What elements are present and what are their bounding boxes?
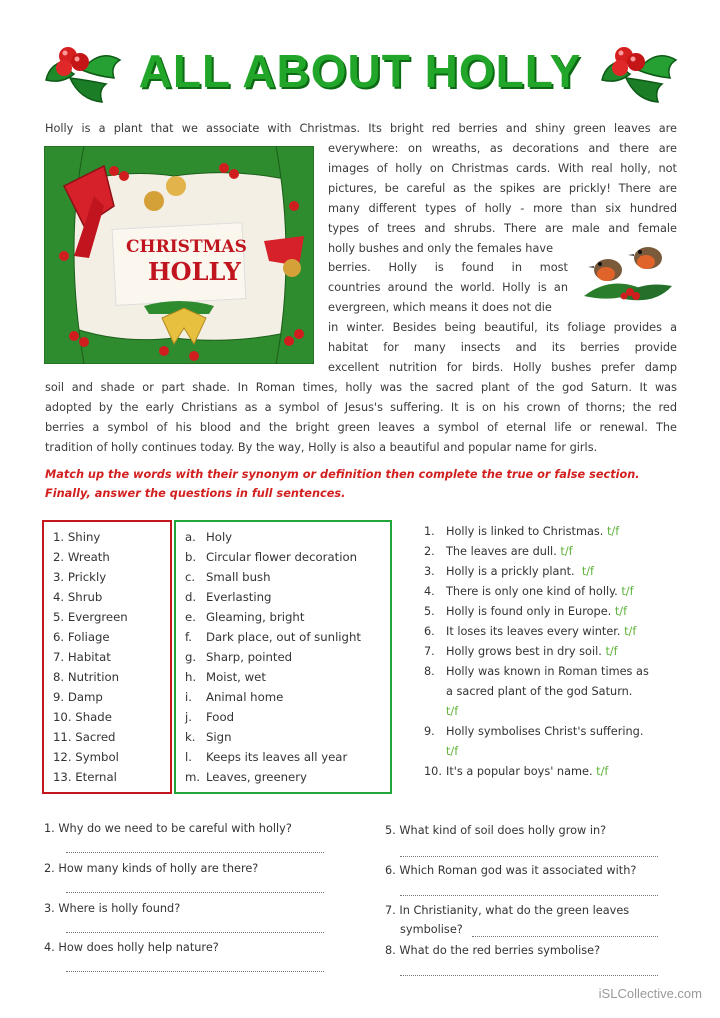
- image-text-christmas: CHRISTMAS: [126, 237, 247, 257]
- list-item: 9. Damp: [53, 690, 103, 704]
- list-item: h. Moist, wet: [185, 670, 266, 684]
- answer-line[interactable]: [66, 971, 324, 972]
- list-item: 1. Shiny: [53, 530, 101, 544]
- tf-item: 7. Holly grows best in dry soil. t/f: [424, 645, 618, 658]
- tf-item: 2. The leaves are dull. t/f: [424, 545, 573, 558]
- tf-answer[interactable]: t/f: [560, 545, 573, 558]
- list-item: g. Sharp, pointed: [185, 650, 293, 664]
- list-item: b. Circular flower decoration: [185, 550, 358, 564]
- tf-item: 10. It's a popular boys' name. t/f: [424, 765, 609, 778]
- list-item: 7. Habitat: [53, 650, 111, 664]
- list-item: 3. Prickly: [53, 570, 107, 584]
- list-item: 10. Shade: [53, 710, 112, 724]
- page-title: ALL ABOUT HOLLY: [138, 45, 582, 97]
- list-item: f. Dark place, out of sunlight: [185, 630, 361, 644]
- list-item: 12. Symbol: [53, 750, 119, 764]
- site-watermark: iSLCollective.com: [598, 986, 702, 1001]
- question-8: 8. What do the red berries symbolise?: [385, 944, 601, 957]
- answer-line[interactable]: [400, 975, 658, 976]
- question-6: 6. Which Roman god was it associated with?: [385, 864, 637, 877]
- list-item: 8. Nutrition: [53, 670, 120, 684]
- list-item: i. Animal home: [185, 690, 284, 704]
- intro-line: Holly is a plant that we associate with Christmas. Its bright red berries and shiny green leaves are: [45, 122, 677, 135]
- definitions-list: [185, 527, 361, 787]
- question-3: 3. Where is holly found?: [44, 902, 181, 915]
- words-list: [53, 527, 128, 787]
- list-item: 4. Shrub: [53, 590, 103, 604]
- question-2: 2. How many kinds of holly are there?: [44, 862, 259, 875]
- question-4: 4. How does holly help nature?: [44, 941, 219, 954]
- answer-line[interactable]: [66, 852, 324, 853]
- list-item: a. Holy: [185, 530, 233, 544]
- tf-item: 4. There is only one kind of holly. t/f: [424, 585, 634, 598]
- tf-answer[interactable]: t/f: [605, 645, 618, 658]
- christmas-holly-image: [44, 146, 314, 364]
- tf-answer[interactable]: t/f: [614, 605, 628, 618]
- list-item: j. Food: [185, 710, 235, 724]
- tf-item: 9. Holly symbolises Christ's suffering.: [424, 725, 644, 738]
- true-false-section: 1. Holly is linked to Christmas. t/f 2. The leaves are dull. t/f 3. Holly is a prickly plant. t/f 4. There is only one kind of holly. t/f 5. Holly is found only in Europe. t/f 6. It loses its leaves every winter. t/f 7. Holly grows best in dry soil. t/f 8. Holly was known in Roman times as a sacred plant of the god Saturn. t/f 9. Holly symbolises Christ's suffering. t/f 10. It's a popular boys' name. t/f: [424, 522, 649, 782]
- tf-item: 6. It loses its leaves every winter. t/f: [424, 625, 637, 638]
- answer-line[interactable]: [66, 932, 324, 933]
- answer-line[interactable]: [400, 895, 658, 896]
- list-item: 13. Eternal: [53, 770, 117, 784]
- instructions: Match up the words with their synonym or definition then complete the true or false section. Finally, answer the questions in full sentences.: [45, 468, 640, 500]
- tf-item: 3. Holly is a prickly plant. t/f: [424, 565, 595, 578]
- tf-answer[interactable]: t/f: [596, 765, 609, 778]
- list-item: e. Gleaming, bright: [185, 610, 305, 624]
- list-item: c. Small bush: [185, 570, 271, 584]
- list-item: m. Leaves, greenery: [185, 770, 307, 784]
- list-item: 5. Evergreen: [53, 610, 128, 624]
- list-item: 11. Sacred: [53, 730, 116, 744]
- tf-item: 5. Holly is found only in Europe. t/f: [424, 605, 628, 618]
- list-item: l. Keeps its leaves all year: [185, 750, 348, 764]
- list-item: d. Everlasting: [185, 590, 272, 604]
- passage-right-column: everywhere: on wreaths, as decorations and there are images of holly on Christmas cards. With real holly, not pictures, be careful as the spikes are prickly! There are many different types of holly - more than six hundred types of trees and shrubs. There are male and female holly bushes and only the females have berries. Holly is found in most countries around the world. Holly is an evergreen, which means it does not die in winter. Besides being beautiful, its foliage provides a habitat for many insects and its berries provide excellent nutrition for birds. Holly bushes prefer damp: [328, 142, 677, 374]
- answer-line[interactable]: [472, 936, 658, 937]
- tf-answer[interactable]: t/f: [581, 565, 595, 578]
- list-item: k. Sign: [185, 730, 232, 744]
- tf-item: 8. Holly was known in Roman times as: [424, 665, 649, 678]
- answer-line[interactable]: [400, 856, 658, 857]
- tf-answer[interactable]: t/f: [446, 745, 459, 758]
- tf-answer[interactable]: t/f: [621, 585, 634, 598]
- tf-answer[interactable]: t/f: [606, 525, 620, 538]
- question-1: 1. Why do we need to be careful with holly?: [44, 822, 292, 835]
- passage-bottom: soil and shade or part shade. In Roman times, holly was the sacred plant of the god Saturn. It was adopted by the early Christians as a symbol of Jesus's suffering. It is on his crown of thorns; the red berries a symbol of his blood and the bright green leaves a symbol of eternal life or renewal. The tradition of holly continues today. By the way, Holly is also a beautiful and popular name for girls.: [45, 381, 677, 454]
- image-text-holly: HOLLY: [148, 257, 241, 286]
- tf-answer[interactable]: t/f: [624, 625, 637, 638]
- question-7-cont: symbolise?: [400, 923, 463, 936]
- list-item: 2. Wreath: [53, 550, 110, 564]
- answer-line[interactable]: [66, 892, 324, 893]
- question-7: 7. In Christianity, what do the green leaves: [385, 904, 630, 917]
- list-item: 6. Foliage: [53, 630, 110, 644]
- tf-answer[interactable]: t/f: [446, 705, 459, 718]
- question-5: 5. What kind of soil does holly grow in?: [385, 824, 607, 837]
- tf-item: 1. Holly is linked to Christmas. t/f: [424, 525, 620, 538]
- robins-on-holly-image: [580, 236, 676, 308]
